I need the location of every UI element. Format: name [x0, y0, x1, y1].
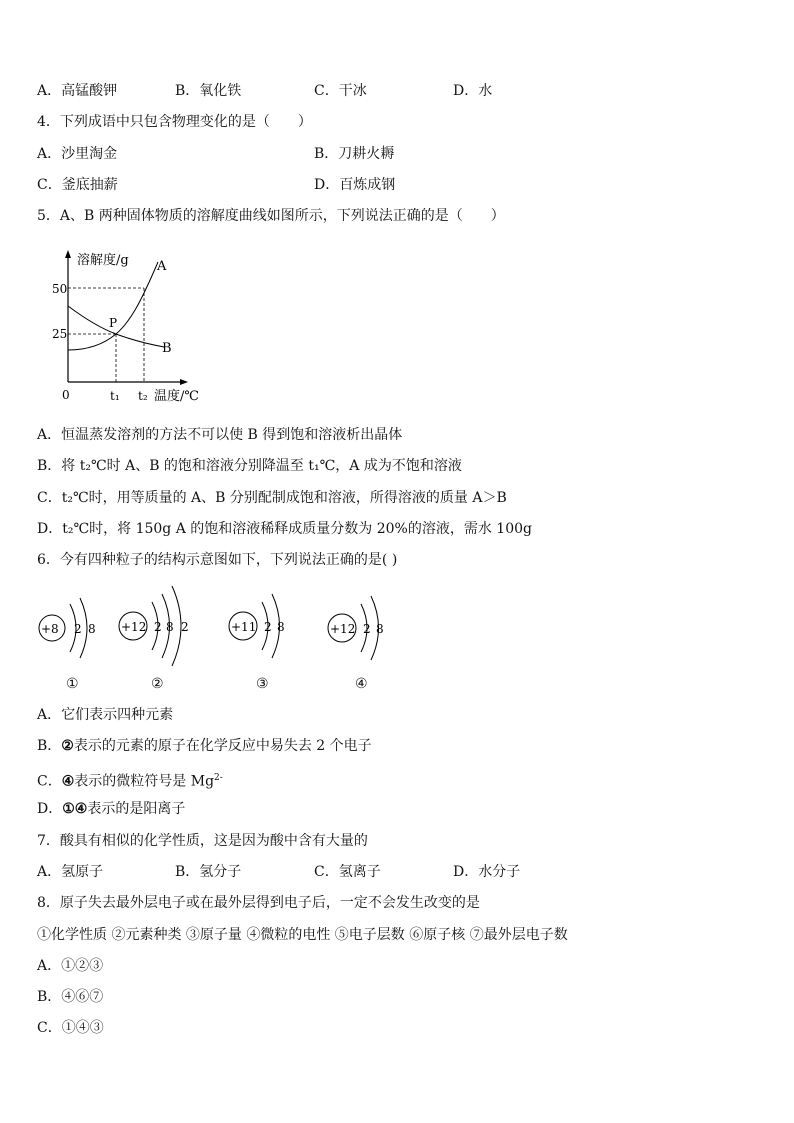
particle-2: [119, 586, 189, 666]
particle-1-nucleus: +8: [41, 622, 59, 636]
particle-3-nucleus: +11: [231, 620, 257, 634]
x-tick-t1: t₁: [110, 389, 120, 403]
q6-option-d-mark: ①④: [62, 801, 88, 817]
q6-option-c: [37, 769, 223, 791]
particle-3-shell-2: 8: [277, 620, 285, 634]
particle-4-shell-1: 2: [363, 622, 371, 636]
q6-option-c-charge: 2-: [214, 773, 223, 783]
particle-3-shell-1: 2: [264, 620, 272, 634]
q6-option-b-mark: ②: [61, 738, 74, 754]
q5-option-b: B．将 t₂℃时 A、B 的饱和溶液分别降温至 t₁℃，A 成为不饱和溶液: [37, 458, 462, 474]
y-tick-25: 25: [52, 327, 68, 341]
particle-1-label: ①: [66, 676, 79, 692]
q6-option-b-prefix: B．: [37, 738, 62, 754]
q7-option-c: C．氢离子: [314, 864, 381, 880]
q6-option-b-text: 表示的元素的原子在化学反应中易失去 2 个电子: [73, 738, 372, 754]
q7-option-a: A．氢原子: [37, 864, 104, 880]
q6-option-d-text: 表示的是阳离子: [87, 801, 186, 817]
y-axis-label: 溶解度/g: [77, 253, 129, 268]
curve-b-label: B: [162, 341, 172, 356]
q3-option-c: C．干冰: [314, 83, 367, 99]
q6-option-c-prefix: C．: [37, 773, 62, 790]
particle-2-shell-2: 8: [166, 620, 174, 634]
particle-1-shell-1: 2: [74, 622, 82, 636]
particle-4-label: ④: [355, 676, 368, 692]
q8-stem: 8．原子失去最外层电子或在最外层得到电子后，一定不会发生改变的是: [37, 895, 480, 911]
x-axis-label: 温度/℃: [154, 389, 199, 404]
particle-2-label: ②: [151, 676, 164, 692]
q4-option-a: A．沙里淘金: [37, 146, 118, 162]
particle-1: [39, 598, 96, 658]
q3-option-d: D．水: [453, 83, 493, 99]
q4-stem: 4．下列成语中只包含物理变化的是（ ）: [37, 114, 312, 130]
q7-stem: 7．酸具有相似的化学性质，这是因为酸中含有大量的: [37, 833, 368, 849]
q8-option-a: A．①②③: [37, 958, 104, 974]
particle-1-shell-2: 8: [88, 622, 96, 636]
q5-stem: 5．A、B 两种固体物质的溶解度曲线如图所示，下列说法正确的是（ ）: [37, 208, 505, 224]
q6-option-c-mark: ④: [61, 773, 75, 790]
x-axis-arrow: [180, 379, 188, 385]
q6-option-d: [37, 800, 185, 818]
solubility-chart: [40, 248, 220, 408]
q4-option-d: D．百炼成钢: [314, 177, 396, 193]
q4-option-c: C．釜底抽薪: [37, 177, 118, 193]
q6-option-d-prefix: D．: [37, 801, 63, 817]
particle-4-shell-2: 8: [376, 622, 384, 636]
q7-option-d: D．水分子: [453, 864, 521, 880]
particle-3: [229, 594, 285, 658]
q8-option-b: B．④⑥⑦: [37, 989, 104, 1005]
q6-option-b: [37, 737, 372, 755]
q8-option-c: C．①④③: [37, 1020, 104, 1036]
origin-label: 0: [62, 388, 70, 402]
q5-option-d: D．t₂℃时，将 150g A 的饱和溶液稀释成质量分数为 20%的溶液，需水 100g: [37, 521, 532, 537]
particle-2-shell-1: 2: [154, 620, 162, 634]
particle-2-nucleus: +12: [121, 620, 147, 634]
particle-3-label: ③: [256, 676, 269, 692]
q5-option-c: C．t₂℃时，用等质量的 A、B 分别配制成饱和溶液，所得溶液的质量 A＞B: [37, 490, 507, 506]
curve-a: [68, 262, 158, 350]
point-p-label: P: [109, 316, 118, 330]
particle-4-nucleus: +12: [330, 622, 356, 636]
q4-option-b: B．刀耕火耨: [314, 146, 395, 162]
y-axis-arrow: [65, 250, 71, 258]
q6-option-c-text: 表示的微粒符号是 Mg: [74, 773, 215, 790]
x-tick-t2: t₂: [138, 389, 148, 403]
q7-option-b: B．氢分子: [175, 864, 242, 880]
q3-option-b: B．氧化铁: [175, 83, 242, 99]
curve-a-label: A: [157, 259, 167, 274]
particle-4: [328, 596, 384, 660]
y-tick-50: 50: [52, 282, 68, 296]
q6-option-a: A．它们表示四种元素: [37, 707, 174, 723]
q5-option-a: A．恒温蒸发溶剂的方法不可以使 B 得到饱和溶液析出晶体: [37, 427, 403, 443]
q3-option-a: A．高锰酸钾: [37, 83, 118, 99]
q8-items: ①化学性质 ②元素种类 ③原子量 ④微粒的电性 ⑤电子层数 ⑥原子核 ⑦最外层电子数: [37, 927, 568, 943]
q6-stem: 6．今有四种粒子的结构示意图如下，下列说法正确的是( ): [37, 552, 398, 568]
particle-2-shell-3: 2: [181, 620, 189, 634]
particle-diagrams: [36, 580, 396, 680]
